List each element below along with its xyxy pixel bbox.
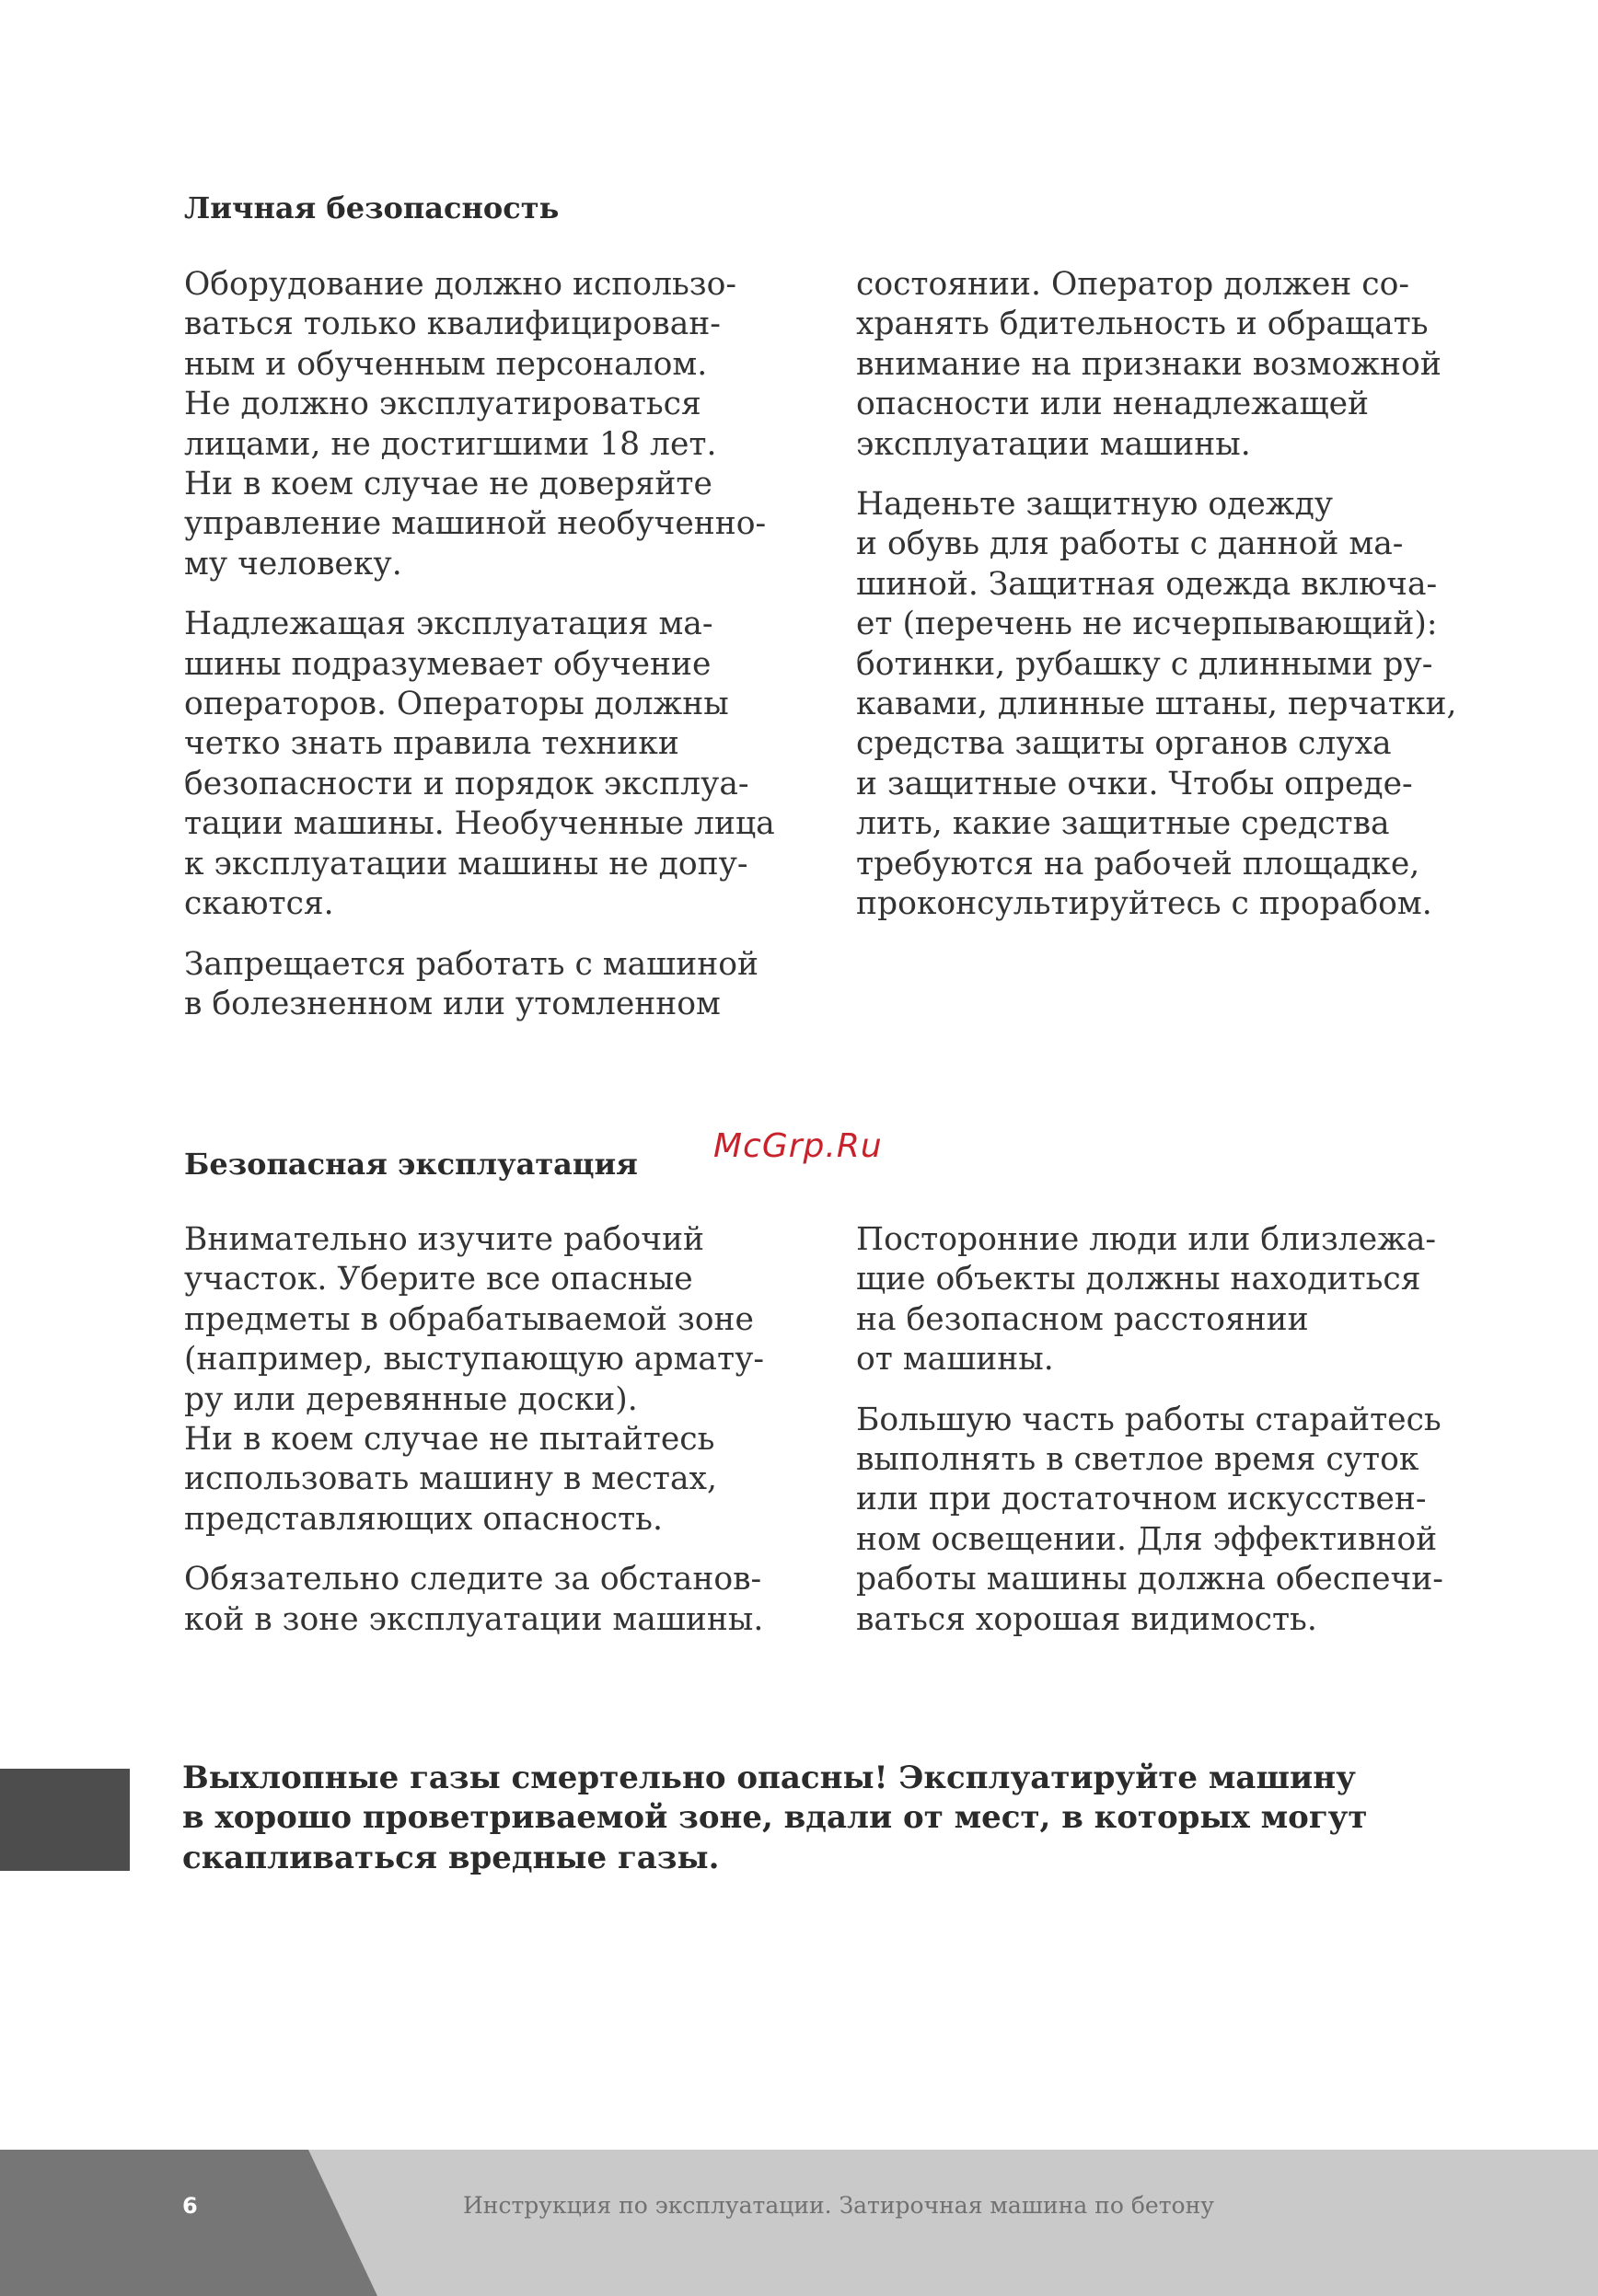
paragraph: Запрещается работать с машиной в болезненном или утомленном [184,945,758,1022]
paragraph: состоянии. Оператор должен со- хранять бдительность и обращать внимание на признаки возможной опасности или ненадлежащей эксплуатации машины. [856,266,1442,463]
personal-safety-right-column [856,265,1473,945]
paragraph: Обязательно следите за обстанов- кой в зоне эксплуатации машины. [184,1561,764,1638]
heading-safe-operation: Безопасная эксплуатация [184,1147,638,1182]
watermark-text: McGrp.Ru [713,1127,883,1165]
paragraph: Наденьте защитную одежду и обувь для работы с данной ма- шиной. Защитная одежда включа- ет (перечень не исчерпывающий): ботинки, рубашку с длинными ру- кавами, длинные штаны, перчатки, средства защиты органов слуха и защитные очки. Чтобы опреде- лить, какие защитные средства требуются на рабочей площадке, проконсультируйтесь с прорабом. [856,486,1457,923]
footer-page-tab [0,2150,1598,2296]
paragraph: Внимательно изучите рабочий участок. Уберите все опасные предметы в обрабатываемой зоне (например, выступающую армату- ру или деревянные доски). Ни в коем случае не пытайтесь использовать машину в местах, представляющих опасность. [184,1221,765,1538]
document-title: Инструкция по эксплуатации. Затирочная машина по бетону [463,2192,1214,2219]
safe-operation-left-column [184,1220,801,1660]
paragraph: Надлежащая эксплуатация ма- шины подразумевает обучение операторов. Операторы должны четко знать правила техники безопасности и порядок эксплуа- тации машины. Необученные лица к эксплуатации машины не допу- скаются. [184,606,775,923]
heading-personal-safety: Личная безопасность [184,190,560,225]
page-footer [0,2150,1598,2296]
exhaust-gas-warning: Выхлопные газы смертельно опасны! Эксплуатируйте машину в хорошо проветриваемой зоне, вдали от мест, в которых могут скапливаться вредные газы. [182,1759,1368,1876]
paragraph: Большую часть работы старайтесь выполнять в светлое время суток или при достаточном искусствен- ном освещении. Для эффективной работы машины должна обеспечи- ваться хорошая видимость. [856,1401,1443,1638]
safe-operation-right-column [856,1220,1473,1660]
paragraph: Оборудование должно использо- ваться только квалифицирован- ным и обученным персоналом. Не должно эксплуатироваться лицами, не достигшими 18 лет. Ни в коем случае не доверяйте управление машиной необученно- му человеку. [184,266,767,583]
personal-safety-left-column [184,265,801,1044]
warning-side-bar [0,1769,130,1871]
page-number: 6 [182,2193,198,2219]
paragraph: Посторонние люди или близлежа- щие объекты должны находиться на безопасном расстоянии от машины. [856,1221,1437,1379]
